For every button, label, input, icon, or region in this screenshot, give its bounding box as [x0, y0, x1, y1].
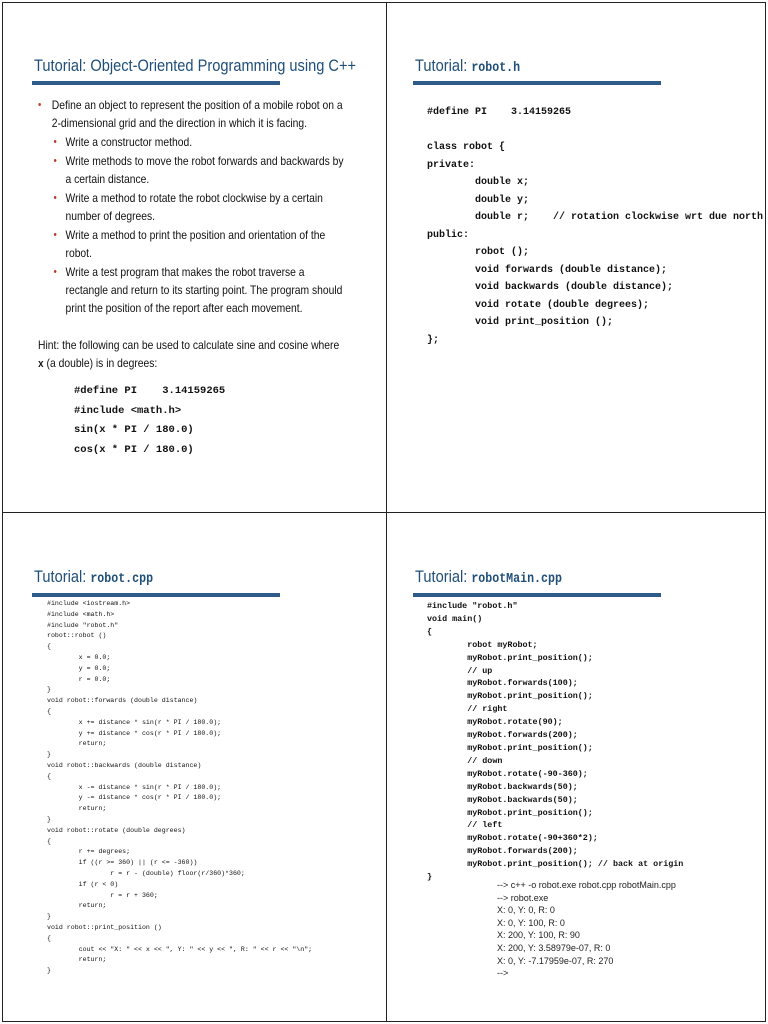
title-underline: [32, 593, 280, 597]
main-bullet: • Define an object to represent the position of a mobile robot on a 2-dimensional grid and the direction in which it is facing.: [38, 96, 348, 132]
hint-part-b: (a double) is in degrees:: [43, 356, 158, 370]
slide-title-text: Tutorial:: [415, 56, 472, 75]
sub-bullet: • Write methods to move the robot forwards and backwards by a certain distance.: [38, 152, 348, 188]
slide-title-filename: robotMain.cpp: [471, 572, 562, 587]
slide-title: [34, 56, 356, 76]
slide-title-filename: robot.cpp: [90, 572, 154, 587]
sub-bullet: • Write a constructor method.: [38, 133, 348, 151]
header-code: #define PI 3.14159265 class robot { private: double x; double y; double r; // rotation clockwise wrt due north public: robot (); void forwards (double distance); void backwards (double distance); void rotate (double degrees); void print_position (); };: [427, 107, 764, 346]
slide-title-filename: robot.h: [471, 61, 521, 76]
title-underline: [413, 593, 661, 597]
hint-text: [38, 336, 348, 374]
console-output: --> c++ -o robot.exe robot.cpp robotMain.cpp --> robot.exe X: 0, Y: 0, R: 0 X: 0, Y: 100, R: 0 X: 200, Y: 100, R: 90 X: 200, Y: 3.58979e-07, R: 0 X: 0, Y: -7.17959e-07, R: 270 -->: [497, 880, 676, 979]
implementation-code: #include <iostream.h> #include <math.h> #include "robot.h" robot::robot () { x = 0.0; y = 0.0; r = 0.0; } void robot::forwards (double distance) { x += distance * sin(r * PI / 180.0); y += distance * cos(r * PI / 180.0); return; } void robot::backwards (double distance) { x -= distance * sin(r * PI / 180.0); y -= distance * cos(r * PI / 180.0); return; } void robot::rotate (double degrees) { r += degrees; if ((r >= 360) || (r <= -360)) r = r - (double) floor(r/360)*360; if (r < 0) r = r + 360; return; } void robot::print_position () { cout << "X: " << x << ", Y: " << y << ", R: " << r << "\n"; return; }: [47, 600, 313, 975]
title-underline: [32, 81, 280, 85]
sub-bullet: • Write a test program that makes the robot traverse a rectangle and return to its starting point. The program should print the position of the report after each movement.: [38, 263, 348, 317]
slide-title-text: Tutorial:: [34, 567, 91, 586]
slide-title: [415, 56, 520, 76]
slide-oop-tutorial: [2, 2, 383, 511]
slide-title: [415, 567, 562, 587]
sub-bullet: • Write a method to print the position and orientation of the robot.: [38, 226, 348, 262]
sub-bullet: • Write a method to rotate the robot clockwise by a certain number of degrees.: [38, 189, 348, 225]
hint-part-a: Hint: the following can be used to calculate sine and cosine where: [38, 338, 340, 352]
task-list: [38, 96, 348, 317]
main-code: #include "robot.h" void main() { robot myRobot; myRobot.print_position(); // up myRobot.forwards(100); myRobot.print_position(); // right myRobot.rotate(90); myRobot.forwards(200); myRobot.print_position(); // down myRobot.rotate(-90-360); myRobot.backwards(50); myRobot.backwards(50); myRobot.print_position(); // left myRobot.rotate(-90+360*2); myRobot.forwards(200); myRobot.print_position(); // back at origin }: [427, 601, 684, 883]
hint-code: #define PI 3.14159265 #include <math.h> sin(x * PI / 180.0) cos(x * PI / 180.0): [74, 385, 226, 456]
slide-robot-h: [385, 2, 766, 511]
slide-robot-cpp: [2, 513, 383, 1022]
slide-title-text: Tutorial:: [415, 567, 472, 586]
slide-robotmain-cpp: [385, 513, 766, 1022]
title-underline: [413, 81, 661, 85]
hint-variable: x: [38, 359, 44, 371]
slide-title-text: Tutorial: Object-Oriented Programming using C++: [34, 56, 357, 75]
slide-title: [34, 567, 153, 587]
